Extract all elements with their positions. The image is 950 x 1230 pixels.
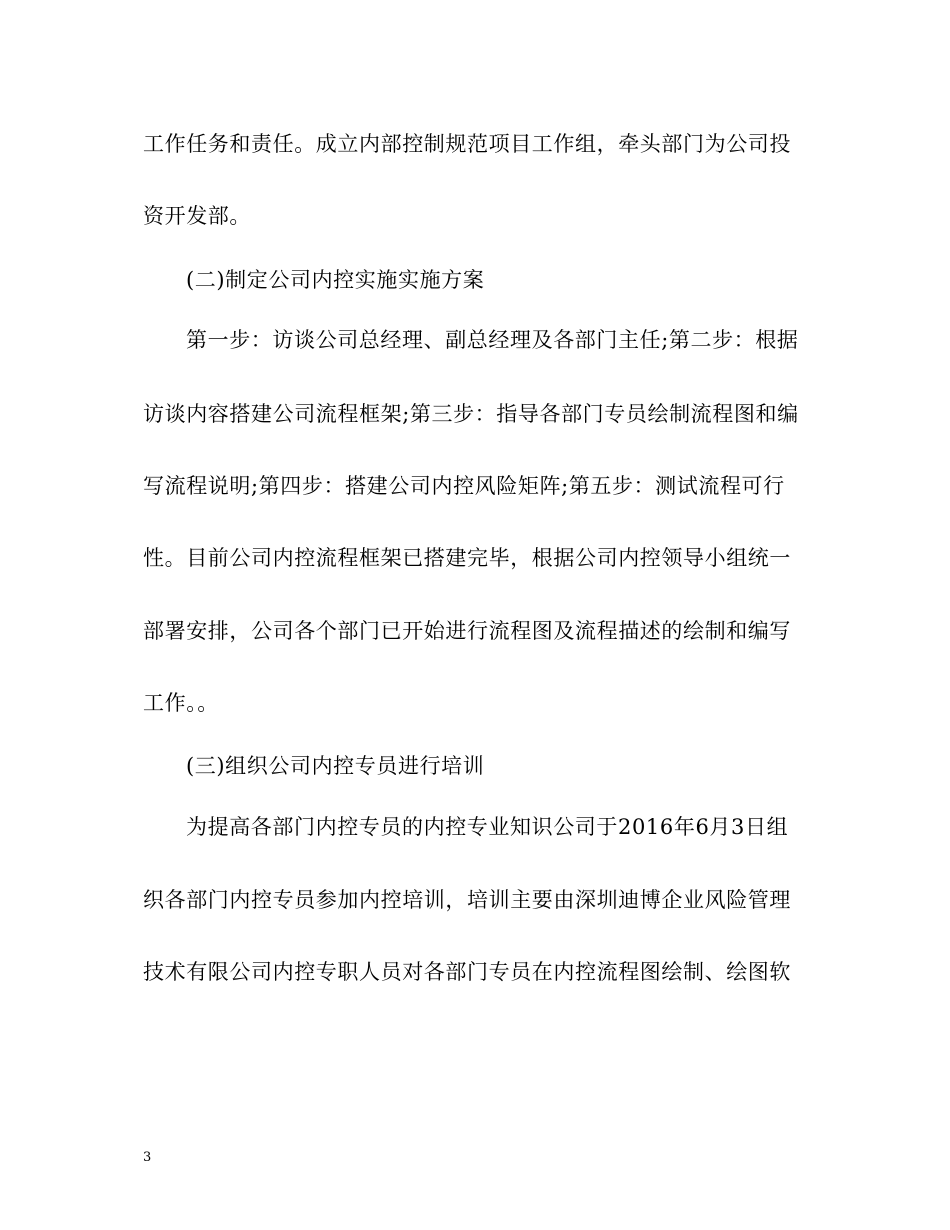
- text-line: 织各部门内控专员参加内控培训，培训主要由深圳迪博企业风险管理: [143, 888, 791, 912]
- page-number: 3: [143, 1150, 152, 1165]
- text-line: 访谈内容搭建公司流程框架;第三步：指导各部门专员绘制流程图和编: [143, 402, 799, 426]
- text-line: 部署安排，公司各个部门已开始进行流程图及流程描述的绘制和编写: [143, 619, 791, 643]
- text-line: 技术有限公司内控专职人员对各部门专员在内控流程图绘制、绘图软: [143, 960, 791, 984]
- text-line: 工作。。: [143, 691, 219, 715]
- section-heading: (二)制定公司内控实施实施方案: [186, 268, 485, 292]
- text-line: 资开发部。: [143, 204, 251, 228]
- text-line: 写流程说明;第四步：搭建公司内控风险矩阵;第五步：测试流程可行: [143, 474, 785, 498]
- text-line: 工作任务和责任。成立内部控制规范项目工作组，牵头部门为公司投: [143, 132, 791, 156]
- text-line: 第一步：访谈公司总经理、副总经理及各部门主任;第二步：根据: [186, 328, 799, 352]
- section-heading: (三)组织公司内控专员进行培训: [186, 754, 485, 778]
- text-line: 性。目前公司内控流程框架已搭建完毕，根据公司内控领导小组统一: [143, 546, 791, 570]
- text-line: 为提高各部门内控专员的内控专业知识公司于2016年6月3日组: [186, 815, 789, 839]
